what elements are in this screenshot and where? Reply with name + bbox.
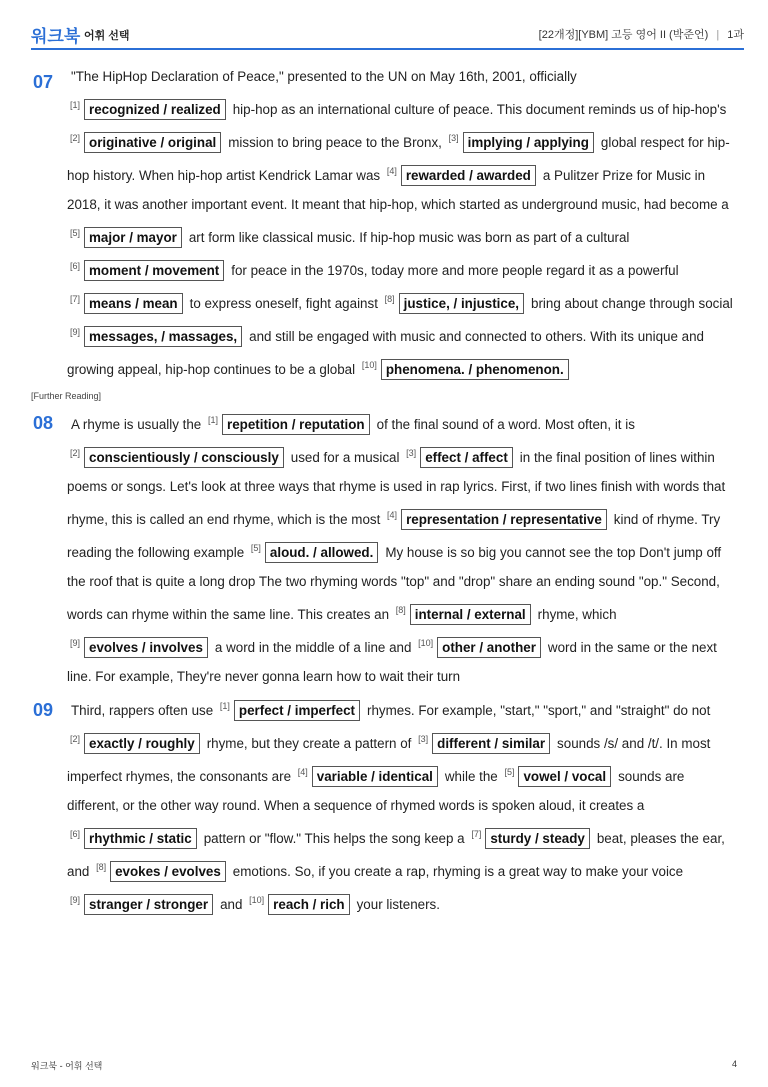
question-passage [67,62,737,384]
blank-number: [6] [70,261,81,271]
vocab-choice-blank[interactable] [67,252,231,285]
header-separator: | [716,29,720,41]
vocab-choice-blank[interactable] [67,91,233,124]
vocab-choice-blank[interactable] [415,629,548,662]
passage-text: and [220,897,247,912]
vocab-choice-blank[interactable] [217,692,367,725]
vocab-choice-blank[interactable] [393,596,538,629]
vocab-choice-blank[interactable] [67,886,220,919]
vocab-choice-blank[interactable] [67,725,207,758]
choice-box[interactable]: means / mean [84,293,183,314]
vocab-choice-blank[interactable] [67,124,228,157]
vocab-choice-blank[interactable] [446,124,601,157]
passage-text: rhyme, which [537,607,617,622]
passage-text: kind of rhyme. Try reading the following example [67,512,721,560]
further-reading-label: [Further Reading] [31,391,102,401]
vocab-choice-blank[interactable] [67,629,215,662]
choice-box[interactable]: sturdy / steady [485,828,590,849]
choice-box[interactable]: variable / identical [312,766,438,787]
passage-text: beat, pleases the ear, and [67,831,725,879]
choice-box[interactable]: other / another [437,637,541,658]
choice-box[interactable]: major / mayor [84,227,182,248]
vocab-choice-blank[interactable] [359,351,576,384]
passage-text: rhyme, but they create a pattern of [206,736,416,751]
passage-text: of the final sound of a word. Most often, it is [376,417,635,432]
blank-number: [10] [249,895,265,905]
question-number: 07 [33,72,54,92]
passage-text: while the [444,769,502,784]
choice-box[interactable]: different / similar [432,733,550,754]
blank-number: [2] [70,448,81,458]
choice-box[interactable]: originative / original [84,132,221,153]
passage-text: "The HipHop Declaration of Peace," presented to the UN on May 16th, 2001, officially [71,69,577,84]
vocab-choice-blank[interactable] [468,820,597,853]
passage-text: bring about change through social [531,296,733,311]
passage-text: sounds are different, or the other way round. When a sequence of rhymed words is spoken aloud, it creates a [67,769,685,813]
vocab-choice-blank[interactable] [295,758,445,791]
passage-text: emotions. So, if you create a rap, rhyming is a great way to make your voice [232,864,684,879]
choice-box[interactable]: repetition / reputation [222,414,370,435]
blank-number: [1] [219,701,230,711]
passage-text: pattern or "flow." This helps the song keep a [203,831,469,846]
vocab-choice-blank[interactable] [67,318,249,351]
choice-box[interactable]: perfect / imperfect [234,700,360,721]
choice-box[interactable]: internal / external [410,604,531,625]
vocab-choice-blank[interactable] [248,534,385,567]
choice-box[interactable]: vowel / vocal [518,766,611,787]
vocab-choice-blank[interactable] [93,853,233,886]
vocab-choice-blank[interactable] [415,725,557,758]
choice-box[interactable]: messages, / massages, [84,326,242,347]
vocab-choice-blank[interactable] [67,439,291,472]
blank-number: [3] [448,133,459,143]
vocab-choice-blank[interactable] [67,285,190,318]
vocab-choice-blank[interactable] [501,758,618,791]
blank-number: [10] [361,360,377,370]
blank-number: [2] [70,133,81,143]
vocab-choice-blank[interactable] [384,501,614,534]
choice-box[interactable]: rewarded / awarded [401,165,536,186]
passage-text: hip-hop as an international culture of peace. This document reminds us of hip-hop's [232,102,727,117]
vocab-choice-blank[interactable] [67,820,204,853]
passage-text: to express oneself, fight against [189,296,382,311]
passage-text: My house is so big you cannot see the top Don't jump off the roof that is quite a long drop The two rhyming words "top" and "drop" share an ending sound "op." Second, words can rhyme within the same line. This creates an [67,545,722,622]
blank-number: [5] [504,767,515,777]
passage-text: a word in the middle of a line and [214,640,416,655]
blank-number: [7] [70,294,81,304]
choice-box[interactable]: justice, / injustice, [399,293,524,314]
vocab-choice-blank[interactable] [382,285,531,318]
blank-number: [6] [70,829,81,839]
blank-number: [9] [70,327,81,337]
blank-number: [1] [70,100,81,110]
course-title: [22개정][YBM] 고등 영어 II (박준언) [538,29,709,41]
passage-text: A rhyme is usually the [71,417,205,432]
passage-text: your listeners. [356,897,440,912]
passage-text: rhymes. For example, "start," "sport," and "straight" do not [367,703,711,718]
choice-box[interactable]: implying / applying [463,132,594,153]
blank-number: [1] [207,415,218,425]
choice-box[interactable]: stranger / stronger [84,894,213,915]
passage-text: mission to bring peace to the Bronx, [228,135,446,150]
vocab-choice-blank[interactable] [67,219,189,252]
question-number: 09 [33,700,54,720]
blank-number: [8] [96,862,107,872]
passage-text: and still be engaged with music and connected to others. With its unique and growing appeal, hip-hop continues to be a global [67,329,704,377]
choice-box[interactable]: reach / rich [268,894,349,915]
passage-text: global respect for hip-hop history. When hip-hop artist Kendrick Lamar was [67,135,730,183]
choice-box[interactable]: evokes / evolves [110,861,226,882]
passage-text: for peace in the 1970s, today more and more people regard it as a powerful [231,263,679,278]
choice-box[interactable]: representation / representative [401,509,607,530]
vocab-choice-blank[interactable] [403,439,520,472]
page-header [31,20,744,50]
blank-number: [5] [250,543,261,553]
blank-number: [9] [70,895,81,905]
blank-number: [3] [418,734,429,744]
blank-number: [8] [395,605,406,615]
choice-box[interactable]: effect / affect [420,447,513,468]
course-info [539,26,744,42]
blank-number: [10] [418,638,434,648]
blank-number: [4] [297,767,308,777]
blank-number: [4] [386,166,397,176]
page-number: 4 [731,1059,737,1069]
choice-box[interactable]: conscientiously / consciously [84,447,284,468]
choice-box[interactable]: evolves / involves [84,637,208,658]
question-number: 08 [33,413,54,433]
passage-text: art form like classical music. If hip-hop music was born as part of a cultural [188,230,630,245]
vocab-choice-blank[interactable] [384,157,543,190]
blank-number: [7] [471,829,482,839]
blank-number: [4] [387,510,398,520]
passage-text: in the final position of lines within poems or songs. Let's look at three ways that rhyme is used in rap lyrics. First, if two lines finish with words that rhyme, this is called an end rhyme, which is the most [67,450,726,527]
lesson-label: 1과 [727,29,744,41]
passage-text: a Pulitzer Prize for Music in 2018, it was another important event. It meant that hip-hop, which started as underground music, had become a [67,168,729,212]
choice-box[interactable]: recognized / realized [84,99,226,120]
section-subtitle: 어휘 선택 [84,30,130,42]
choice-box[interactable]: phenomena. / phenomenon. [381,359,569,380]
footer-label: 워크북 - 어휘 선택 [31,1061,103,1071]
passage-text: used for a musical [290,450,404,465]
blank-number: [8] [384,294,395,304]
vocab-choice-blank[interactable] [246,886,356,919]
blank-number: [5] [70,228,81,238]
choice-box[interactable]: aloud. / allowed. [265,542,378,563]
blank-number: [9] [70,638,81,648]
choice-box[interactable]: exactly / roughly [84,733,200,754]
passage-text: word in the same or the next line. For example, They're never gonna learn how to wait their turn [67,640,717,684]
passage-text: Third, rappers often use [71,703,217,718]
vocab-choice-blank[interactable] [205,406,377,439]
choice-box[interactable]: rhythmic / static [84,828,197,849]
blank-number: [2] [70,734,81,744]
brand-title: 워크북 [31,27,81,46]
choice-box[interactable]: moment / movement [84,260,224,281]
passage-text: sounds /s/ and /t/. In most imperfect rhymes, the consonants are [67,736,711,784]
blank-number: [3] [406,448,417,458]
question-passage [67,406,737,691]
question-passage [67,692,737,919]
